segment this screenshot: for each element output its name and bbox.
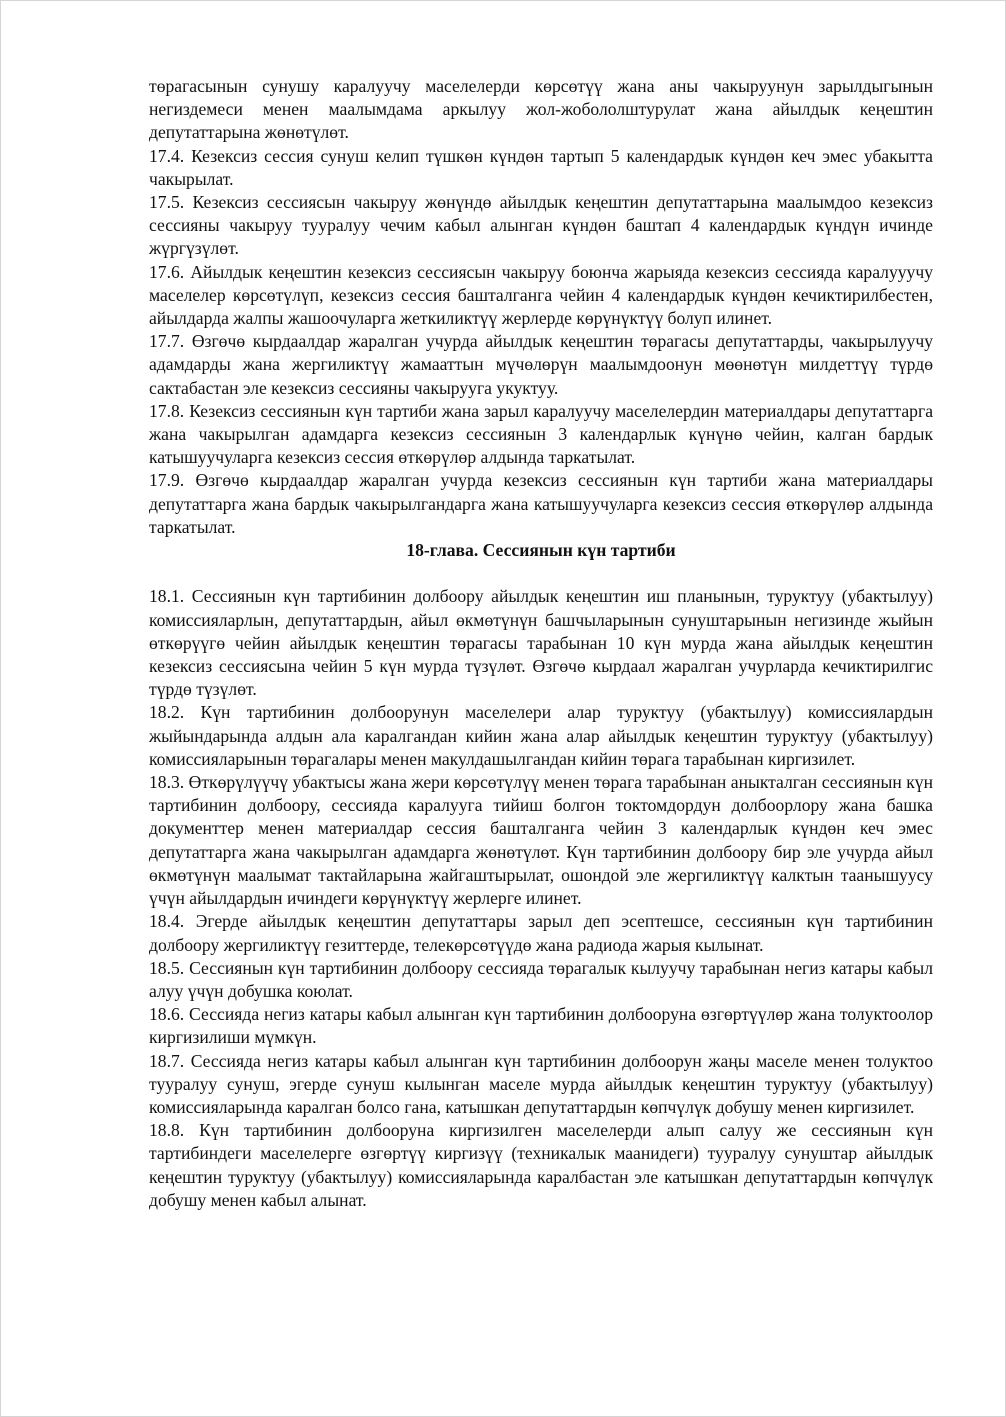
document-body [149, 75, 933, 1212]
paragraph-18-2: 18.2. Күн тартибинин долбоорунун маселелери алар туруктуу (убактылуу) комиссиялардын жыйындарында алдын ала каралгандан кийин жана алар айылдык кеңештин туруктуу (убактылуу) комиссияларынын төрагалары менен макулдашылгандан кийин төрага тарабынан киргизилет. [149, 702, 933, 769]
paragraph-17-8: 17.8. Кезексиз сессиянын күн тартиби жана зарыл каралуучу маселелердин материалдары депутаттарга жана чакырылган адамдарга кезексиз сессиянын 3 календарлык күнүнө чейин, калган бардык катышуучуларга кезексиз сессия өткөрүлөр алдында таркатылат. [149, 400, 933, 468]
paragraph-18-3: 18.3. Өткөрүлүүчү убактысы жана жери көрсөтүлүү менен төрага тарабынан аныкталган сессиянын күн тартибинин долбоору, сессияда каралууга тийиш болгон токтомдордун долбоорлору жана башка документтер менен материалдар сессия башталганга чейин 3 календарлык күндөн кеч эмес депутаттарга жана чакырылган адамдарга жөнөтүлөт. Күн тартибинин долбоору бир эле учурда айыл өкмөтүнүн маалымат тактайларына жайгаштырылат, ошондой эле жергиликтүү калктын таанышуусу үчүн айылдардын ичиндеги көрүнүктүү жерлерге илинет. [149, 772, 933, 909]
paragraph-17-9: 17.9. Өзгөчө кырдаалдар жаралган учурда кезексиз сессиянын күн тартиби жана материалдары депутаттарга жана бардык чакырылгандарга жана катышуучуларга кезексиз сессия өткөрүлөр алдында таркатылат. [149, 470, 933, 537]
paragraph-17-3-continued: төрагасынын сунушу каралуучу маселелерди көрсөтүү жана аны чакыруунун зарылдыгынын негиздемеси менен маалымдама аркылуу жол-жобололштурулат жана айылдык кеңештин депутаттарына жөнөтүлөт. [149, 76, 933, 143]
paragraph-18-6: 18.6. Сессияда негиз катары кабыл алынган күн тартибинин долбооруна өзгөртүүлөр жана толуктоолор киргизилиши мүмкүн. [149, 1004, 933, 1048]
paragraph-17-5: 17.5. Кезексиз сессиясын чакыруу жөнүндө айылдык кеңештин депутаттарына маалымдоо кезексиз сессияны чакыруу тууралуу чечим кабыл алынган күндөн баштап 4 календардык күндүн ичинде жүргүзүлөт. [149, 192, 933, 259]
paragraph-18-5: 18.5. Сессиянын күн тартибинин долбоору сессияда төрагалык кылуучу тарабынан негиз катары кабыл алуу үчүн добушка коюлат. [149, 957, 933, 1001]
paragraph-18-4: 18.4. Эгерде айылдык кеңештин депутаттары зарыл деп эсептешсе, сессиянын күн тартибинин долбоору жергиликтүү гезиттерде, телекөрсөтүүдө жана радиода жарыя кылынат. [149, 911, 933, 955]
paragraph-18-7: 18.7. Сессияда негиз катары кабыл алынган күн тартибинин долбоорун жаңы маселе менен толуктоо тууралуу сунуш, эгерде сунуш кылынган маселе мурда айылдык кеңештин туруктуу (убактылуу) комиссияларында каралган болсо гана, катышкан депутаттардын көпчүлүк добушу менен киргизилет. [149, 1050, 933, 1117]
paragraph-17-6: 17.6. Айылдык кеңештин кезексиз сессиясын чакыруу боюнча жарыяда кезексиз сессияда каралууучу маселелер көрсөтүлүп, кезексиз сессия башталганга чейин 4 календардык күндөн кечиктирилбестен, айылдарда жалпы жашоочуларга жеткиликтүү жерлерде көрүнүктүү болуп илинет. [149, 261, 933, 329]
paragraph-17-7: 17.7. Өзгөчө кырдаалдар жаралган учурда айылдык кеңештин төрагасы депутаттарды, чакырылуучу адамдарды жана жергиликтүү жамааттын мүчөлөрүн маалымдоонун мөөнөтүн милдеттүү түрдө сактабастан эле кезексиз сессияны чакырууга укуктуу. [149, 331, 933, 398]
paragraph-17-4: 17.4. Кезексиз сессия сунуш келип түшкөн күндөн тартып 5 календардык күндөн кеч эмес убакытта чакырылат. [149, 145, 933, 189]
paragraph-18-8: 18.8. Күн тартибинин долбооруна киргизилген маселелерди алып салуу же сессиянын күн тартибиндеги маселелерге өзгөртүү киргизүү (техникалык маанидеги) тууралуу сунуштар айылдык кеңештин туруктуу (убактылуу) комиссияларында каралбастан эле катышкан депутаттардын көпчүлүк добушу менен кабыл алынат. [149, 1120, 933, 1210]
paragraph-18-1: 18.1. Сессиянын күн тартибинин долбоору айылдык кеңештин иш планынын, туруктуу (убактылуу) комиссияларлын, депутаттардын, айыл өкмөтүнүн башчыларынын сунуштарынын негизинде жыйын өткөрүүгө чейин айылдык кеңештин төрагасы тарабынан 10 күн мурда жана айылдык кеңештин кезексиз сессиясына чейин 5 күн мурда түзүлөт. Өзгөчө кырдаал жаралган учурларда кечиктирилгис түрдө түзүлөт. [149, 586, 933, 700]
chapter-18-heading: 18-глава. Сессиянын күн тартиби [406, 540, 676, 561]
